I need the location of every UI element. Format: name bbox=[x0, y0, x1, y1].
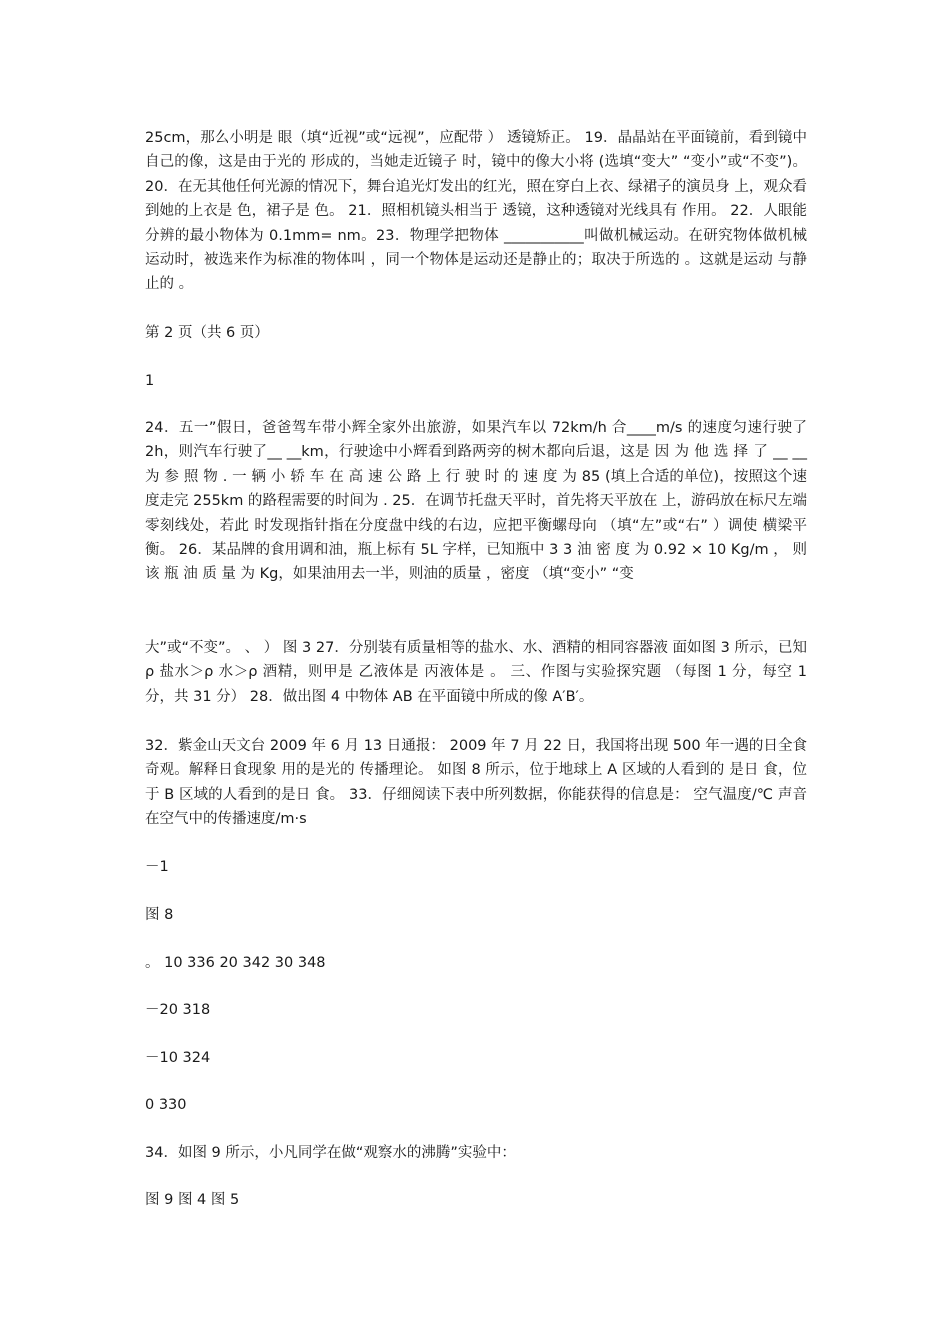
paragraph-questions-27-28: 大”或“不变”。 、 ） 图 3 27．分别装有质量相等的盐水、水、酒精的相同容器液 面如图 3 所示，已知 ρ 盐水＞ρ 水＞ρ 酒精，则甲是 乙液体是 丙液体是 。 三、作图与实验探究题 （每图 1 分，每空 1 分，共 31 分） 28．做出图 4 中物体 AB 在平面镜中所成的像 A′B′。 bbox=[145, 640, 807, 705]
figure-captions: 图 9 图 4 图 5 bbox=[145, 1192, 240, 1208]
paragraph-question-34: 34．如图 9 所示，小凡同学在做“观察水的沸腾”实验中： bbox=[145, 1145, 516, 1161]
page-number: 1 bbox=[145, 373, 155, 389]
table-row-1: 。 10 336 20 342 30 348 bbox=[145, 955, 326, 971]
page-indicator: 第 2 页（共 6 页） bbox=[145, 325, 269, 341]
table-row-4: 0 330 bbox=[145, 1097, 187, 1113]
figure-8-caption: 图 8 bbox=[145, 907, 174, 923]
speed-unit-exponent: －1 bbox=[145, 859, 169, 875]
paragraph-questions-32-33: 32．紫金山天文台 2009 年 6 月 13 日通报： 2009 年 7 月 22 日，我国将出现 500 年一遇的日全食奇观。解释日食现象 用的是光的 传播理论。 如图 8 所示，位于地球上 A 区域的人看到的 是日 食，位于 B 区域的人看到的是日 食。 33．仔细阅读下表中所列数据，你能获得的信息是： 空气温度/℃ 声音在空气中的传播速度/m·s bbox=[145, 738, 807, 828]
table-row-2: －20 318 bbox=[145, 1002, 211, 1018]
paragraph-questions-24-26: 24．五一”假日，爸爸驾车带小辉全家外出旅游，如果汽车以 72km/h 合____m/s 的速度匀速行驶了 2h，则汽车行驶了__ __km，行驶途中小辉看到路两旁的树木都向后退，这是 因 为 他 选 择 了 __ __ 为 参 照 物 . 一 辆 小 轿 车 在 高 速 公 路 上 行 驶 时 的 速 度 为 85 (填上合适的单位)，按照这个速度走完 255km 的路程需要的时间为 . 25．在调节托盘天平时，首先将天平放在 上，游码放在标尺左端零刻线处，若此 时发现指针指在分度盘中线的右边，应把平衡螺母向 （填“左”或“右” ）调使 横梁平衡。 26．某品牌的食用调和油，瓶上标有 5L 字样，已知瓶中 3 3 油 密 度 为 0.92 × 10 Kg/m ， 则 该 瓶 油 质 量 为 Kg，如果油用去一半，则油的质量 ，密度 （填“变小” “变 bbox=[145, 420, 807, 583]
paragraph-questions-18-23: 25cm，那么小明是 眼（填“近视”或“远视”，应配带 ） 透镜矫正。 19．晶晶站在平面镜前，看到镜中自己的像，这是由于光的 形成的，当她走近镜子 时，镜中的像大小将 (选填“变大” “变小”或“不变”)。 20．在无其他任何光源的情况下，舞台追光灯发出的红光，照在穿白上衣、绿裙子的演员身 上，观众看到她的上衣是 色，裙子是 色。 21．照相机镜头相当于 透镜，这种透镜对光线具有 作用。 22．人眼能分辨的最小物体为 0.1mm= nm。23．物理学把物体 ___________叫做机械运动。在研究物体做机械运动时，被选来作为标准的物体叫 ，同一个物体是运动还是静止的；取决于所选的 。这就是运动 与静止的 。 bbox=[145, 130, 807, 293]
table-row-3: －10 324 bbox=[145, 1050, 211, 1066]
